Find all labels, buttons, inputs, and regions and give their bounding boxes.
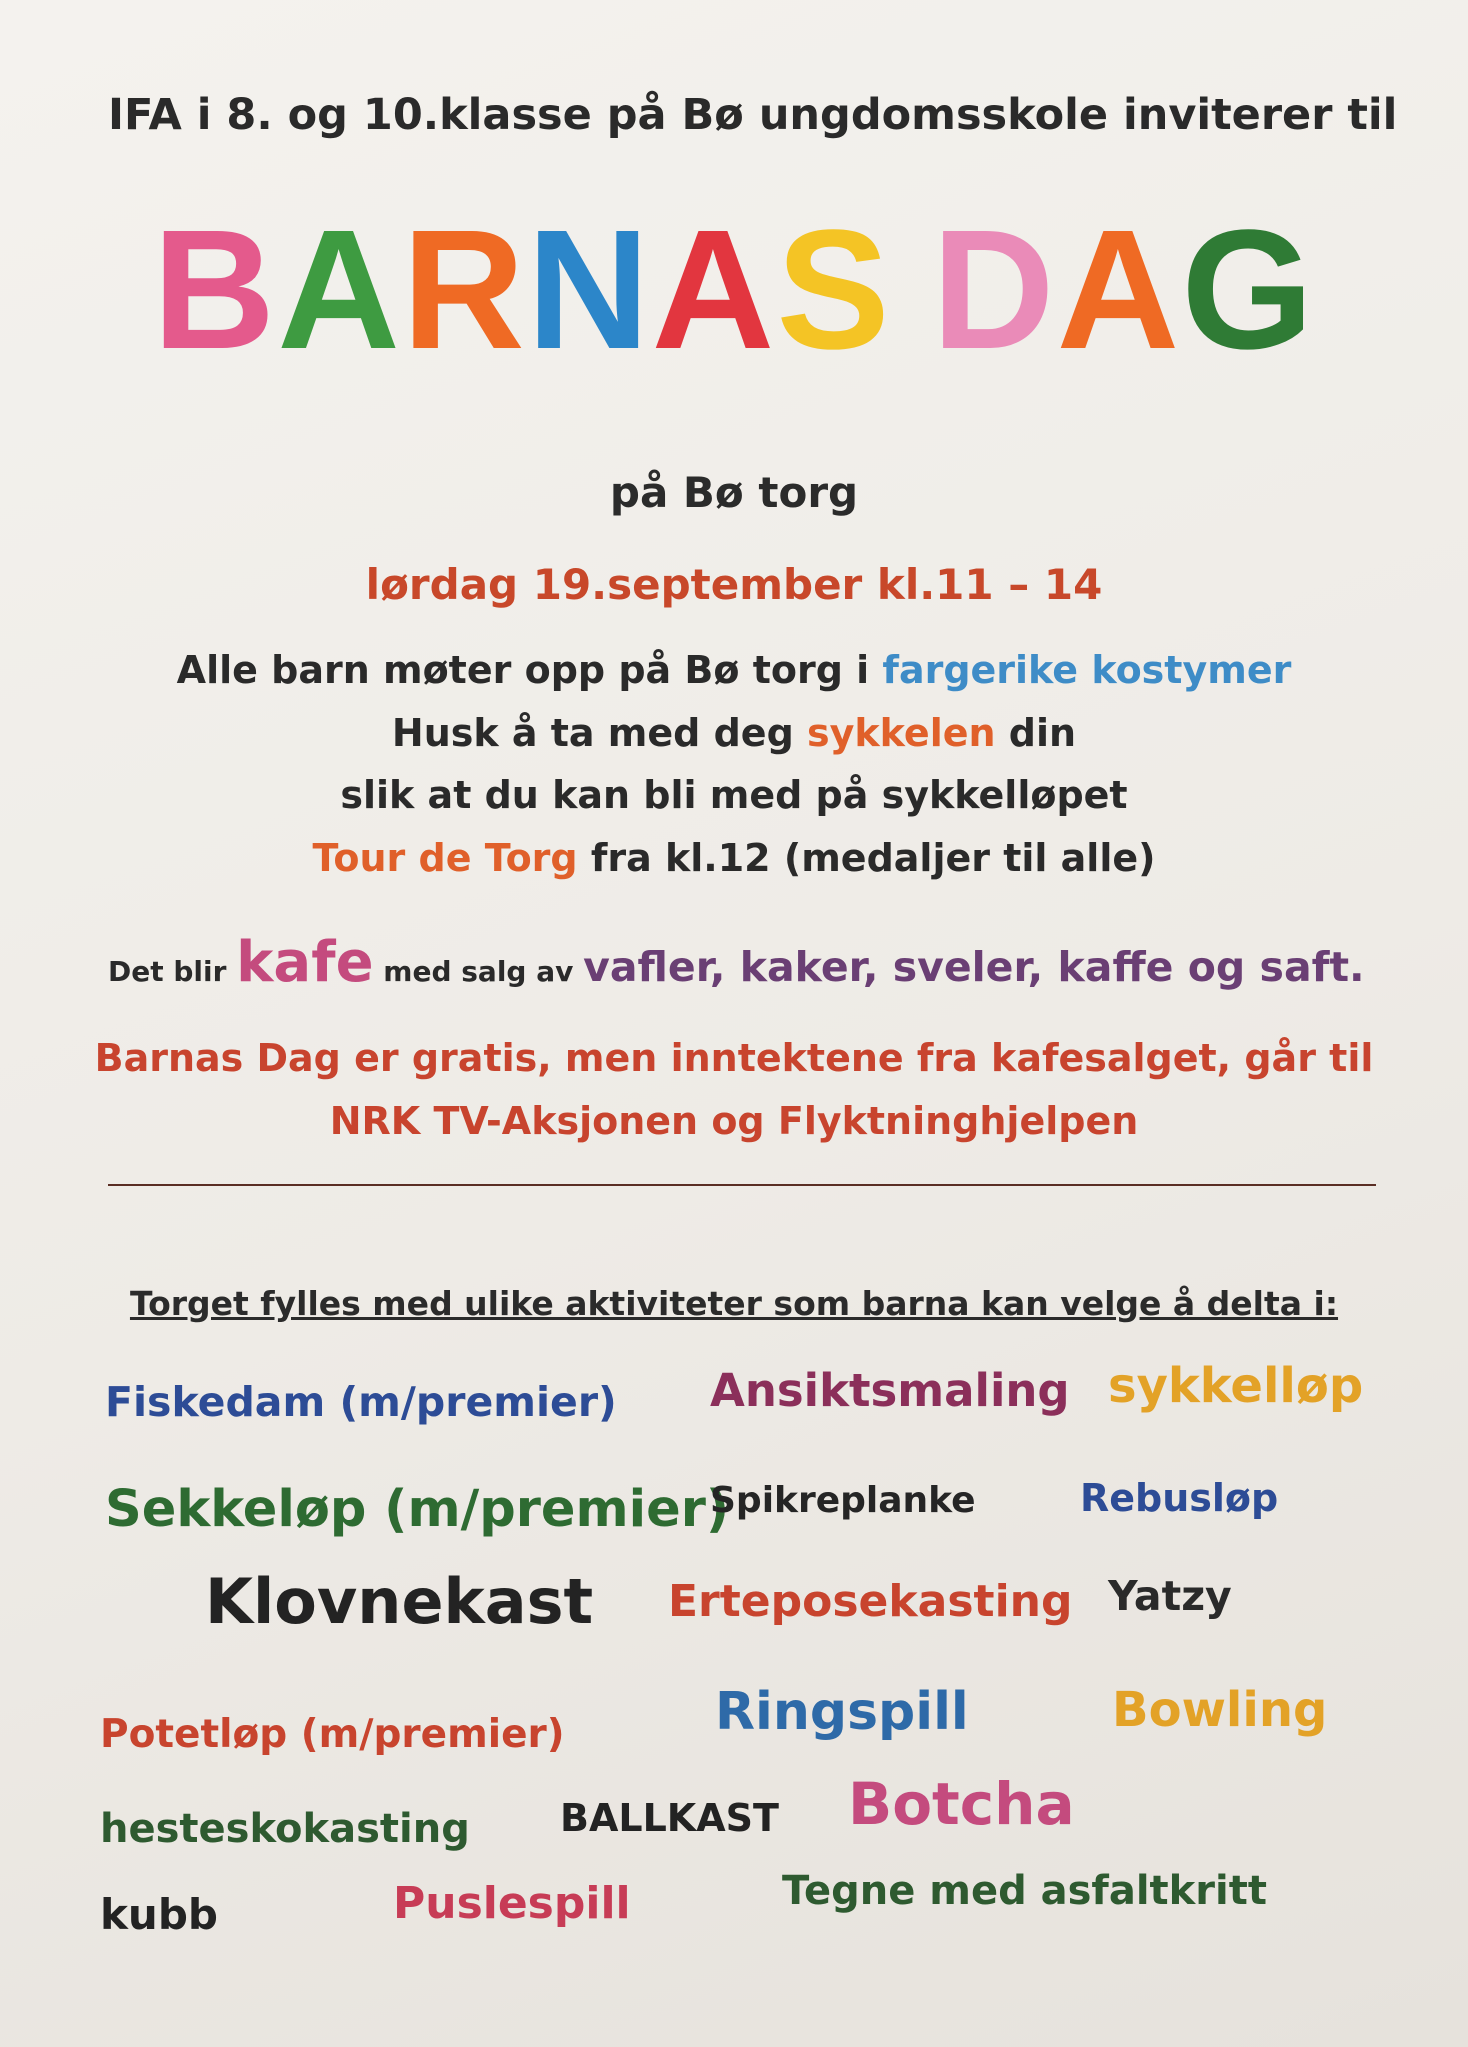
activity-item: sykkelløp: [1108, 1358, 1364, 1414]
activity-item: Sekkeløp (m/premier): [105, 1480, 730, 1539]
activity-item: Spikreplanke: [710, 1480, 976, 1521]
info-line-race: slik at du kan bli med på sykkelløpet: [340, 773, 1128, 817]
highlight-tour: Tour de Torg: [312, 836, 578, 880]
info-line-bike: [0, 711, 1468, 755]
activity-item: hesteskokasting: [100, 1806, 470, 1852]
info-text: Husk å ta med deg: [391, 711, 808, 755]
funds-line-1: Barnas Dag er gratis, men inntektene fra kafesalget, går til: [94, 1036, 1374, 1080]
activity-item: Ansiktsmaling: [710, 1364, 1070, 1417]
activity-item: kubb: [100, 1890, 218, 1939]
funds-line-2: NRK TV-Aksjonen og Flyktninghjelpen: [329, 1099, 1139, 1143]
poster-title: [0, 195, 1468, 385]
highlight-costumes: fargerike kostymer: [882, 648, 1292, 692]
cafe-word: kafe: [236, 930, 374, 995]
info-text: din: [995, 711, 1077, 755]
title-letter: B: [152, 195, 278, 385]
intro-text: IFA i 8. og 10.klasse på Bø ungdomsskole inviterer til: [108, 90, 1398, 140]
title-letter: S: [776, 195, 892, 385]
activity-item: Yatzy: [1108, 1572, 1232, 1620]
title-letter: [892, 205, 932, 375]
activity-item: Rebusløp: [1080, 1476, 1279, 1520]
title-letter: A: [277, 195, 403, 385]
cafe-items: vafler, kaker, sveler, kaffe og saft.: [583, 943, 1365, 991]
info-line-costumes: [0, 648, 1468, 692]
title-letter: D: [931, 195, 1057, 385]
cafe-line: [108, 930, 1365, 995]
activity-item: Tegne med asfaltkritt: [782, 1868, 1267, 1914]
info-text: fra kl.12 (medaljer til alle): [577, 836, 1156, 880]
title-letter: G: [1181, 195, 1316, 385]
activity-item: BALLKAST: [560, 1796, 779, 1840]
activity-item: Botcha: [848, 1770, 1075, 1838]
cafe-prefix: Det blir: [108, 955, 237, 988]
activity-item: Erteposekasting: [668, 1576, 1073, 1627]
activity-item: Ringspill: [715, 1682, 969, 1742]
activity-item: Bowling: [1112, 1682, 1328, 1738]
info-text: Alle barn møter opp på Bø torg i: [176, 648, 883, 692]
title-letter: A: [651, 195, 777, 385]
title-letter: N: [526, 195, 652, 385]
divider: [108, 1184, 1376, 1186]
title-letter: A: [1056, 195, 1182, 385]
highlight-bike: sykkelen: [807, 711, 996, 755]
event-location: på Bø torg: [609, 468, 859, 517]
activity-item: Fiskedam (m/premier): [105, 1378, 617, 1426]
activities-heading: Torget fylles med ulike aktiviteter som barna kan velge å delta i:: [129, 1284, 1339, 1323]
info-line-tour: [0, 836, 1468, 880]
title-letter: R: [402, 195, 527, 385]
cafe-middle: med salg av: [373, 955, 584, 988]
activity-item: Klovnekast: [205, 1565, 594, 1638]
activity-item: Potetløp (m/premier): [100, 1712, 565, 1757]
event-date: lørdag 19.september kl.11 – 14: [365, 560, 1103, 609]
activity-item: Puslespill: [393, 1878, 631, 1929]
